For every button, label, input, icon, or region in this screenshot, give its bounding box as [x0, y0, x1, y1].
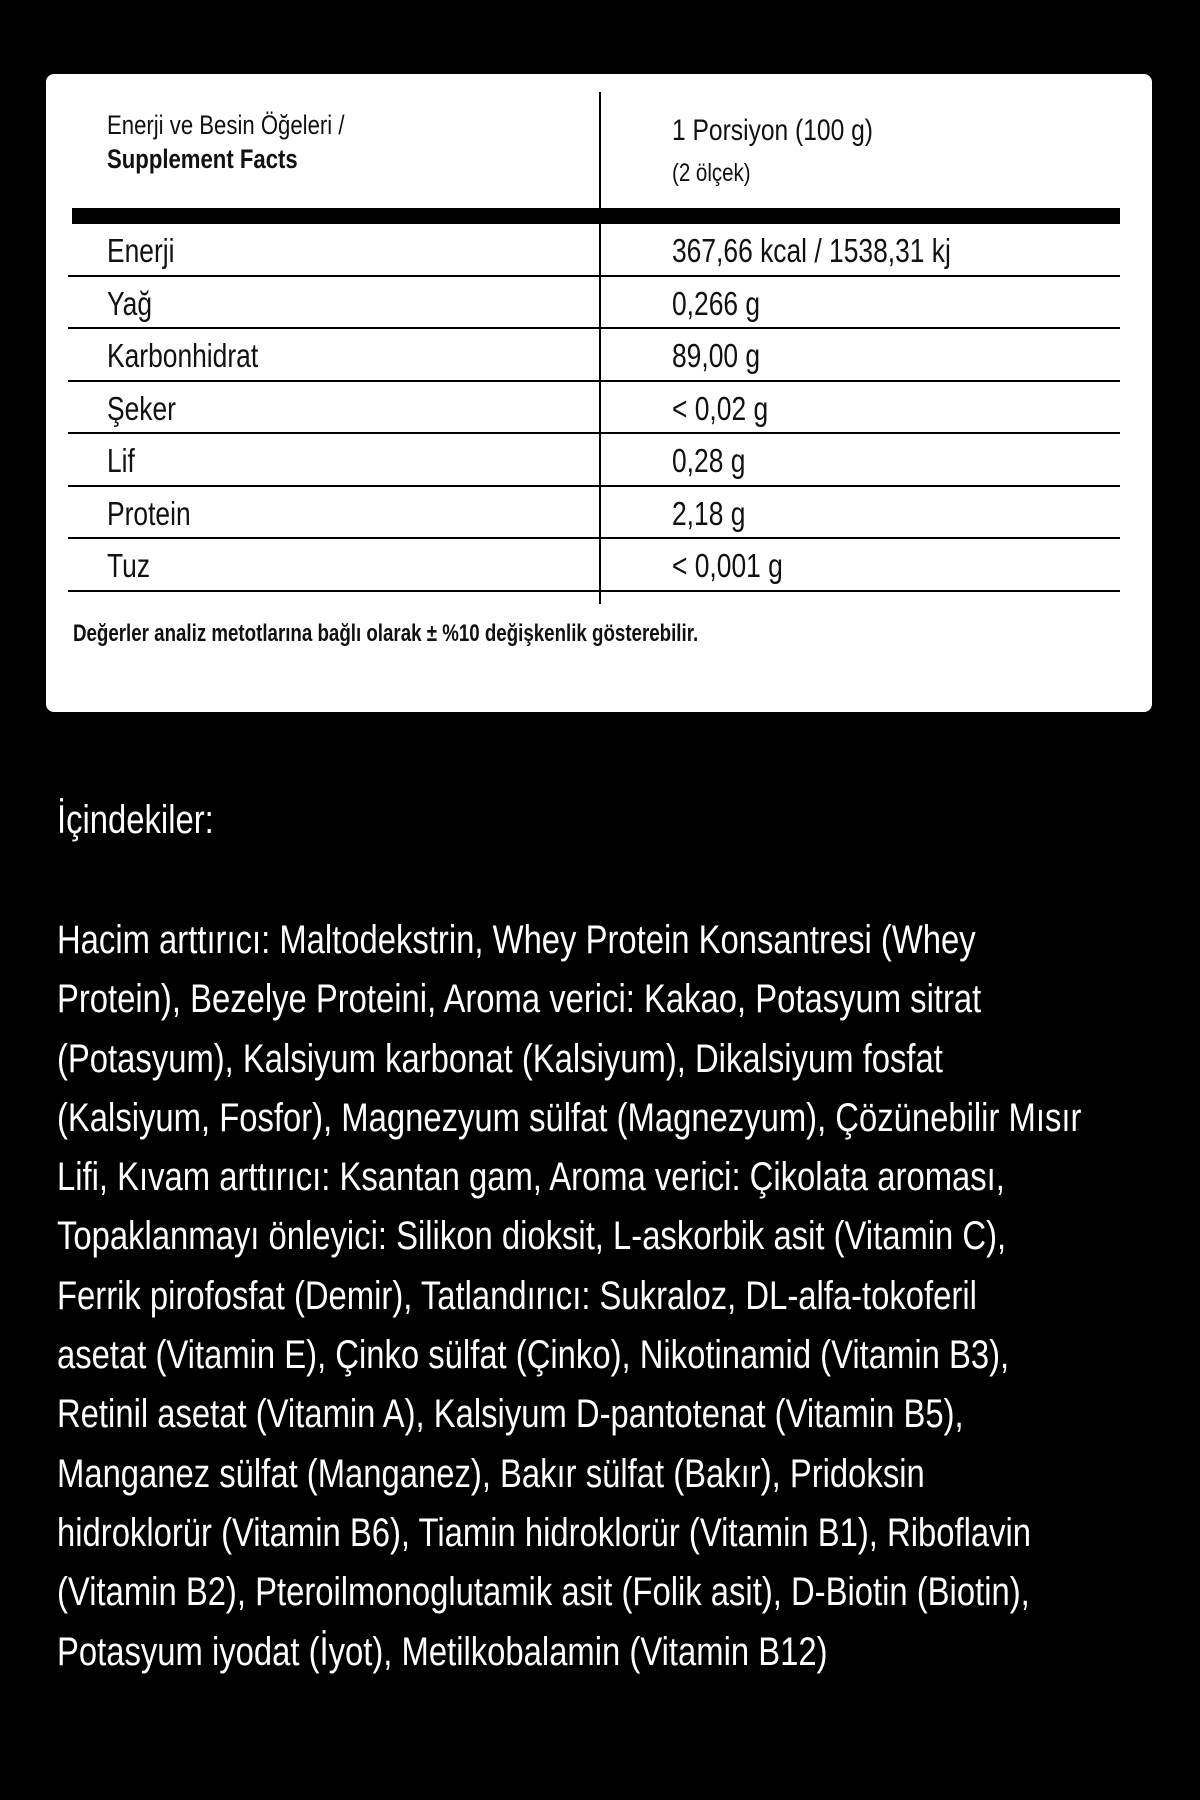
ingredients-line: Manganez sülfat (Manganez), Bakır sülfat (Bakır), Pridoksin [57, 1451, 925, 1496]
nutrient-value: 0,28 g [672, 442, 746, 479]
ingredients-line: (Vitamin B2), Pteroilmonoglutamik asit (Folik asit), D-Biotin (Biotin), [57, 1570, 1030, 1615]
ingredients-line: hidroklorür (Vitamin B6), Tiamin hidroklorür (Vitamin B1), Riboflavin [57, 1510, 1032, 1555]
nutrient-name: Enerji [107, 232, 175, 269]
ingredients-line: (Potasyum), Kalsiyum karbonat (Kalsiyum), Dikalsiyum fosfat [57, 1036, 943, 1081]
nutrient-value: 0,266 g [672, 284, 761, 322]
ingredients-line: Ferrik pirofosfat (Demir), Tatlandırıcı: Sukraloz, DL-alfa-tokoferil [57, 1273, 977, 1318]
table-row [68, 224, 1120, 277]
ingredients-title: İçindekiler: [57, 798, 214, 842]
serving-size-header [672, 110, 873, 194]
nutrient-value: < 0,02 g [672, 389, 769, 427]
ingredients-line: Potasyum iyodat (İyot), Metilkobalamin (Vitamin B12) [57, 1629, 828, 1674]
supplement-facts-card [46, 74, 1152, 712]
ingredients-line: asetat (Vitamin E), Çinko sülfat (Çinko), Nikotinamid (Vitamin B3), [57, 1333, 1010, 1378]
nutrient-value: 367,66 kcal / 1538,31 kj [672, 232, 951, 269]
table-row [68, 434, 1120, 487]
table-row [68, 382, 1120, 435]
nutrient-name: Karbonhidrat [107, 337, 259, 374]
serving-scoops: (2 ölçek) [672, 159, 751, 187]
nutrient-value: 2,18 g [672, 494, 746, 532]
serving-size: 1 Porsiyon (100 g) [672, 114, 874, 147]
nutrient-name: Şeker [107, 389, 176, 427]
nutrient-value: 89,00 g [672, 337, 761, 374]
variance-note: Değerler analiz metotlarına bağlı olarak ± %10 değişkenlik gösterebilir. [73, 620, 699, 647]
nutrient-name: Lif [107, 442, 135, 479]
header-divider [72, 208, 1120, 224]
ingredients-text [57, 911, 1148, 1682]
table-row [68, 329, 1120, 382]
nutrient-name: Yağ [107, 284, 153, 322]
ingredients-line: Topaklanmayı önleyici: Silikon dioksit, L-askorbik asit (Vitamin C), [57, 1214, 1007, 1259]
facts-header-left [107, 108, 345, 176]
facts-header-title: Enerji ve Besin Öğeleri / [107, 110, 345, 140]
facts-header-subtitle: Supplement Facts [107, 144, 298, 174]
ingredients-line: (Kalsiyum, Fosfor), Magnezyum sülfat (Magnezyum), Çözünebilir Mısır [57, 1095, 1082, 1140]
nutrient-value: < 0,001 g [672, 547, 783, 584]
table-row [68, 277, 1120, 330]
table-row [68, 539, 1120, 592]
facts-rows [68, 224, 1120, 592]
ingredients-line: Protein), Bezelye Proteini, Aroma verici: Kakao, Potasyum sitrat [57, 977, 982, 1022]
table-row [68, 487, 1120, 540]
ingredients-line: Lifi, Kıvam arttırıcı: Ksantan gam, Aroma verici: Çikolata aroması, [57, 1155, 1005, 1200]
ingredients-line: Retinil asetat (Vitamin A), Kalsiyum D-pantotenat (Vitamin B5), [57, 1392, 964, 1437]
nutrient-name: Tuz [107, 547, 151, 584]
nutrient-name: Protein [107, 494, 191, 532]
ingredients-line: Hacim arttırıcı: Maltodekstrin, Whey Protein Konsantresi (Whey [57, 918, 976, 962]
